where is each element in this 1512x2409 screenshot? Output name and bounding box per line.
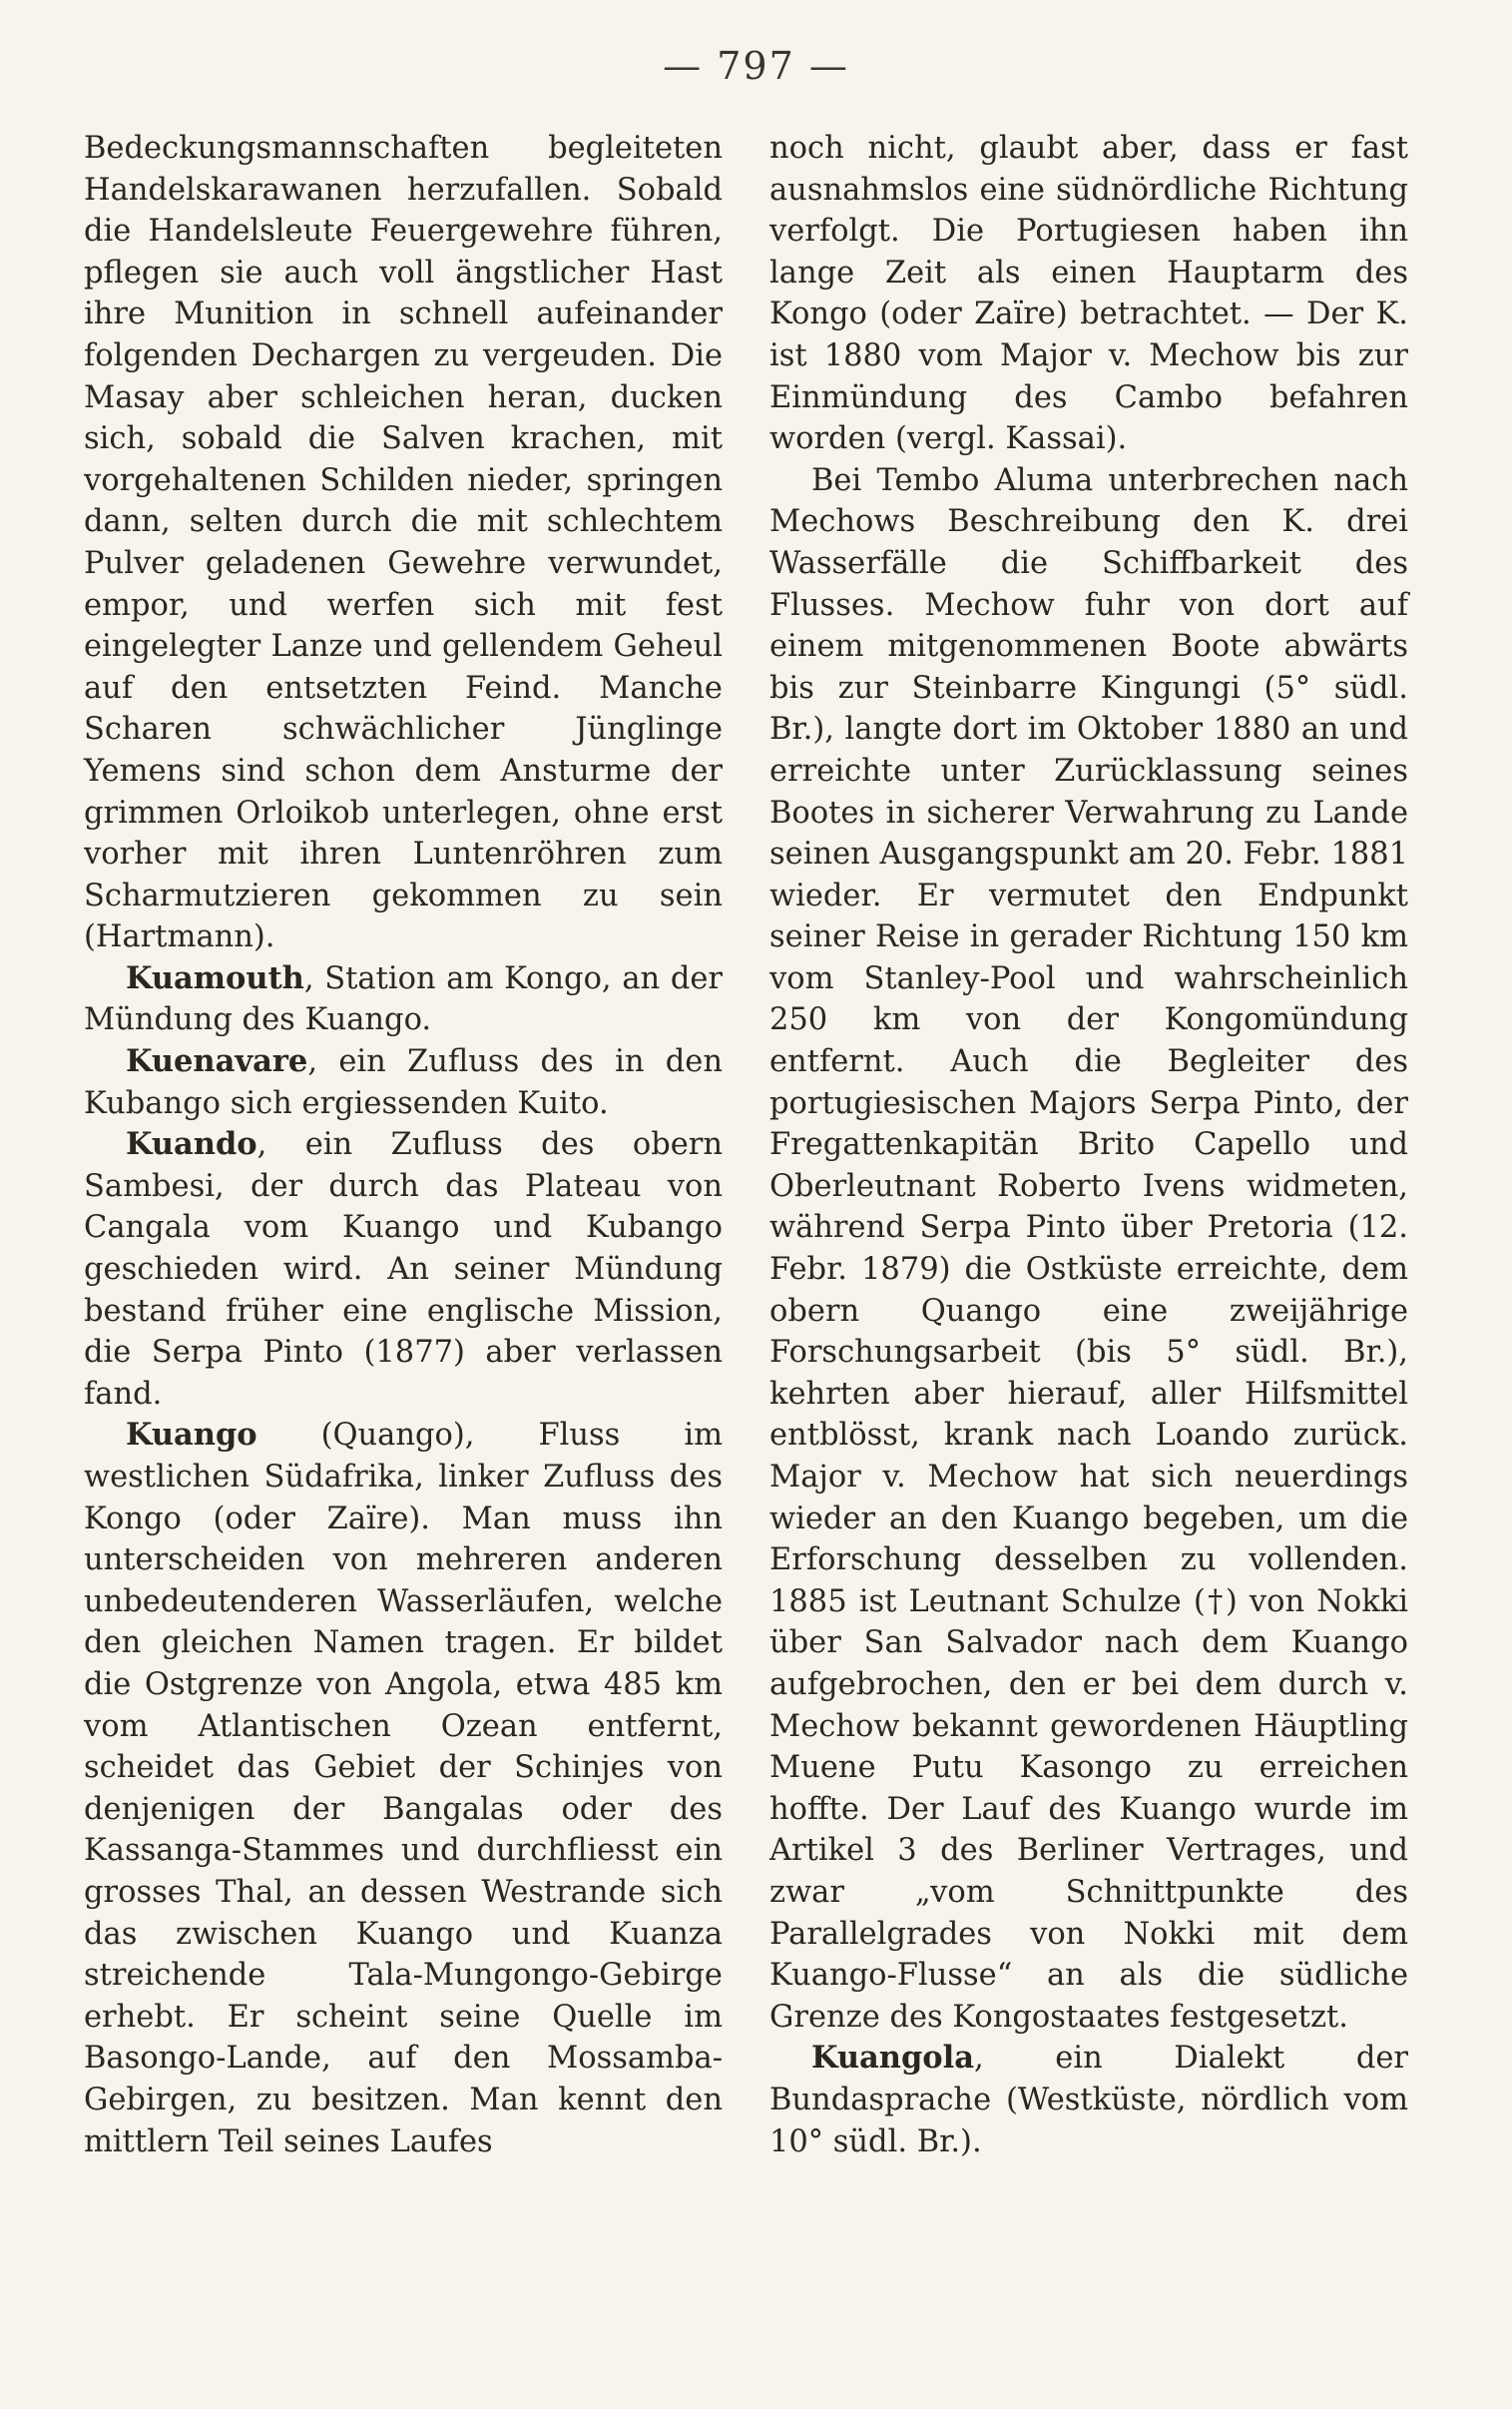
continued-paragraph: noch nicht, glaubt aber, dass er fast ausnahmslos eine südnördliche Richtung verfolgt. Die Portugiesen haben ihn lange Zeit als einen Hauptarm des Kongo (oder Zaïre) betrachtet. — Der K. ist 1880 vom Major v. Mechow bis zur Einmündung des Cambo befahren worden (vergl. Kassai). xyxy=(769,131,1408,457)
entry-text: , Station am Kongo, an der Mündung des Kuango. xyxy=(84,960,723,1038)
entry-kuando xyxy=(84,1124,723,1415)
entry-text: , ein Zufluss des obern Sambesi, der durch das Plateau von Cangala vom Kuango und Kubango geschieden wird. An seiner Mündung bestand früher eine englische Mission, die Serpa Pinto (1877) aber verlassen fand. xyxy=(84,1127,723,1412)
entry-kuenavare xyxy=(84,1041,723,1124)
entry-term: Kuangola xyxy=(811,2040,974,2077)
entry-term: Kuenavare xyxy=(126,1043,308,1080)
page-number: — 797 — xyxy=(663,44,849,88)
entry-text: , ein Zufluss des in den Kubango sich ergiessenden Kuito. xyxy=(84,1044,723,1121)
right-column xyxy=(769,128,1408,2162)
entry-kuamouth xyxy=(84,958,723,1041)
entry-text: (Quango), Fluss im westlichen Südafrika, linker Zufluss des Kongo (oder Zaïre). Man muss ihn unterscheiden von mehreren anderen unbedeutenderen Wasserläufen, welche den gleichen Namen tragen. Er bildet die Ostgrenze von Angola, etwa 485 km vom Atlantischen Ozean entfernt, scheidet das Gebiet der Schinjes von denjenigen der Bangalas oder des Kassanga-Stammes und durchfliesst ein grosses Thal, an dessen Westrande sich das zwischen Kuango und Kuanza streichende Tala-Mungongo-Gebirge erhebt. Er scheint seine Quelle im Basongo-Lande, auf den Mossamba-Gebirgen, zu besitzen. Man kennt den mittlern Teil seines Laufes xyxy=(84,1418,723,2159)
paragraph-tembo-aluma: Bei Tembo Aluma unterbrechen nach Mechows Beschreibung den K. drei Wasserfälle die Schiffbarkeit des Flusses. Mechow fuhr von dort auf einem mitgenommenen Boote abwärts bis zur Steinbarre Kingungi (5° südl. Br.), langte dort im Oktober 1880 an und erreichte unter Zurücklassung seines Bootes in sicherer Verwahrung zu Lande seinen Ausgangspunkt am 20. Febr. 1881 wieder. Er vermutet den Endpunkt seiner Reise in gerader Richtung 150 km vom Stanley-Pool und wahrscheinlich 250 km von der Kongomündung entfernt. Auch die Begleiter des portugiesischen Majors Serpa Pinto, der Fregattenkapitän Brito Capello und Oberleutnant Roberto Ivens widmeten, während Serpa Pinto über Pretoria (12. Febr. 1879) die Ostküste erreichte, dem obern Quango eine zweijährige Forschungsarbeit (bis 5° südl. Br.), kehrten aber hierauf, aller Hilfsmittel entblösst, krank nach Loando zurück. Major v. Mechow hat sich neuerdings wieder an den Kuango begeben, um die Erforschung desselben zu vollenden. 1885 ist Leutnant Schulze (†) von Nokki über San Salvador nach dem Kuango aufgebrochen, den er bei dem durch v. Mechow bekannt gewordenen Häuptling Muene Putu Kasongo zu erreichen hoffte. Der Lauf des Kuango wurde im Artikel 3 des Berliner Vertrages, und zwar „vom Schnittpunkte des Parallelgrades von Nokki mit dem Kuango-Flusse“ an als die südliche Grenze des Kongostaates festgesetzt. xyxy=(769,462,1408,2035)
entry-term: Kuango xyxy=(126,1417,257,1454)
continued-paragraph: Bedeckungsmannschaften begleiteten Handelskarawanen herzufallen. Sobald die Handelsleute Feuergewehre führen, pflegen sie auch voll ängstlicher Hast ihre Munition in schnell aufeinander folgenden Dechargen zu vergeuden. Die Masay aber schleichen heran, ducken sich, sobald die Salven krachen, mit vorgehaltenen Schilden nieder, springen dann, selten durch die mit schlechtem Pulver geladenen Gewehre verwundet, empor, und werfen sich mit fest eingelegter Lanze und gellendem Geheul auf den entsetzten Feind. Manche Scharen schwächlicher Jünglinge Yemens sind schon dem Ansturme der grimmen Orloikob unterlegen, ohne erst vorher mit ihren Luntenröhren zum Scharmutzieren gekommen zu sein (Hartmann). xyxy=(84,131,723,955)
entry-term: Kuamouth xyxy=(126,959,304,996)
entry-kuangola xyxy=(769,2038,1408,2162)
entry-term: Kuando xyxy=(126,1126,257,1163)
entry-text: , ein Dialekt der Bundasprache (Westküste, nördlich vom 10° südl. Br.). xyxy=(769,2041,1408,2159)
left-column xyxy=(84,128,723,2162)
entry-kuango xyxy=(84,1415,723,2162)
